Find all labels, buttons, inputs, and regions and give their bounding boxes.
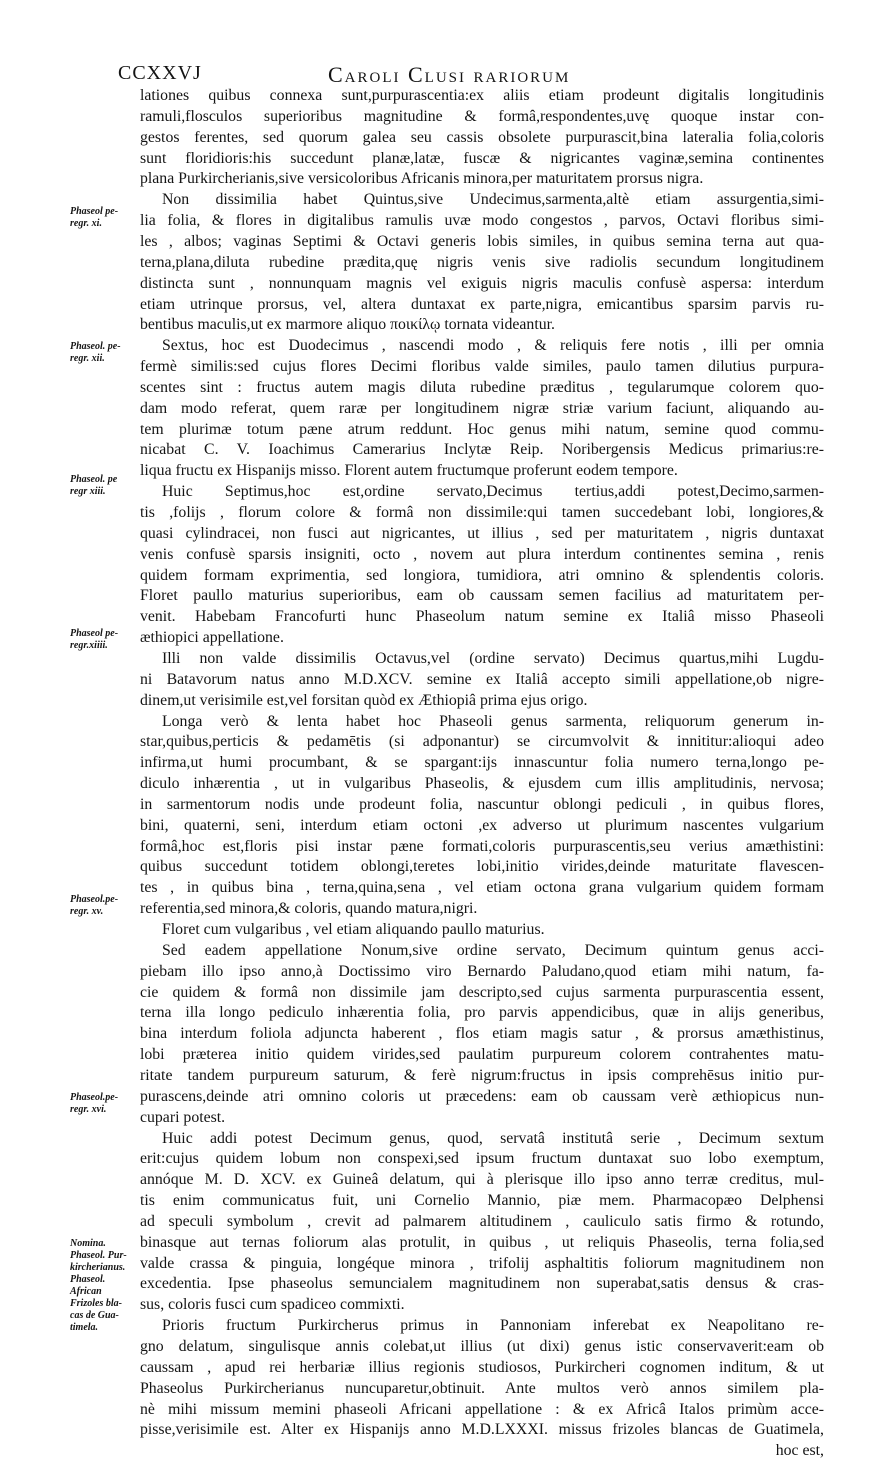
text-line: venis confusè sparsis insigniti, octo , novem aut plura interdum continentes semina , renis bbox=[140, 545, 824, 563]
text-line: erit:cujus quidem lobum non conspexi,sed ipsum fructum duntaxat suo lobo exemptum, bbox=[140, 1150, 824, 1168]
margin-note bbox=[70, 894, 146, 918]
text-line: scentes sint : fructus autem magis diluta rubedine præditus , tegularumque colorem quo- bbox=[140, 378, 824, 396]
text-line: lationes quibus connexa sunt,purpurascentia:ex aliis etiam prodeunt digitalis longitudinis bbox=[140, 87, 824, 104]
margin-note-line: regr. xii. bbox=[70, 353, 105, 364]
margin-note-line: Phaseol pe- bbox=[70, 628, 119, 639]
text-line: ritate tandem purpureum saturum, & ferè nigrum:fructus in ipsis comprehēsus initio pur- bbox=[140, 1066, 824, 1084]
text-line: ni Batavorum natus anno M.D.XCV. semine ex Italiâ accepto simili appellatione,ob nigre- bbox=[140, 670, 824, 688]
margin-note-line: Phaseol. Pur- bbox=[70, 1250, 127, 1261]
text-line: Huic addi potest Decimum genus, quod, servatâ institutâ serie , Decimum sextum bbox=[162, 1129, 824, 1147]
text-line: Floret cum vulgaribus , vel etiam aliquando paullo maturius. bbox=[162, 921, 545, 938]
margin-note-line: Phaseol.pe- bbox=[70, 894, 119, 905]
text-line: ramuli,flosculos superioribus magnitudine & formâ,respondentes,uvę quoque instar con- bbox=[140, 107, 824, 125]
text-line: terna illa longo pediculo inhærentia folia, pro parvis appendicibus, quæ in alijs generibus, bbox=[140, 1004, 824, 1022]
margin-note-line: cas de Gua- bbox=[70, 1310, 119, 1321]
text-line: bini, quaterni, seni, interdum etiam octoni ,ex adverso ut plurimum nascentes vulgarium bbox=[140, 816, 824, 834]
text-line: binasque aut ternas foliorum alas protulit, in quibus , ut reliquis Phaseolis, terna folia,sed bbox=[140, 1233, 824, 1251]
text-line: Prioris fructum Purkircherus primus in Pannoniam inferebat ex Neapolitano re- bbox=[162, 1317, 824, 1335]
margin-note bbox=[70, 341, 146, 365]
margin-note bbox=[70, 474, 146, 498]
text-line: dam modo referat, quem raræ per longitudinem nigræ striæ varium faciunt, aliquando au- bbox=[140, 399, 824, 417]
text-line: quasi cylindracei, non fusci aut nigricantes, ut illius , sed per maturitatem , nigris duntaxat bbox=[140, 524, 824, 542]
margin-note-line: timela. bbox=[70, 1322, 99, 1333]
text-line: æthiopici appellatione. bbox=[140, 629, 284, 647]
text-line: pisse,verisimile est. Alter ex Hispanijs anno M.D.LXXXI. missus frizoles blancas de Guatimela, bbox=[140, 1421, 824, 1439]
text-line: excedentia. Ipse phaseolus semuncialem magnitudinem non superabat,satis densus & cras- bbox=[140, 1275, 824, 1293]
page-folio: CCXXVJ bbox=[118, 62, 202, 84]
margin-note-line: kircherianus. bbox=[70, 1262, 126, 1273]
text-line: quibus succedunt totidem oblongi,teretes lobi,initio virides,deinde maturitate flavescen- bbox=[140, 858, 824, 876]
margin-note-line: Nomina. bbox=[70, 1238, 106, 1249]
margin-note-line: regr. xv. bbox=[70, 906, 104, 917]
margin-note-line: regr. xi. bbox=[70, 218, 102, 229]
margin-note-line: Phaseol. pe bbox=[70, 474, 118, 485]
text-line: annóque M. D. XCV. ex Guineâ delatum, qui à plerisque illo ipso anno terræ creditus, mul- bbox=[140, 1171, 824, 1189]
margin-note-line: Frizoles bla- bbox=[70, 1298, 122, 1309]
margin-note bbox=[70, 206, 146, 230]
text-line: Huic Septimus,hoc est,ordine servato,Decimus tertius,addi potest,Decimo,sarmen- bbox=[162, 483, 824, 501]
text-line: bina interdum foliola adjuncta haberent , flos etiam magis satur , & prorsus amæthistinus, bbox=[140, 1025, 824, 1043]
text-line: Floret paullo maturius superioribus, eam ob caussam semen facilius ad maturitatem per- bbox=[140, 587, 824, 605]
text-line: tis ,folijs , florum colore & formâ non dissimile:qui tamen succedebant lobi, longiores,& bbox=[140, 504, 824, 521]
text-line: tem plurimæ totum pæne atrum reddunt. Hoc genus mihi natum, semine quod commu- bbox=[140, 420, 824, 438]
margin-note-line: regr xiii. bbox=[70, 486, 106, 497]
text-line: tes , in quibus bina , terna,quina,sena , vel etiam octona grana vulgarium quidem formam bbox=[140, 879, 824, 897]
text-line: Phaseolus Purkircherianus nuncuparetur,obtinuit. Ante multos verò annos similem pla- bbox=[140, 1379, 824, 1397]
text-line: bentibus maculis,ut ex marmore aliquo ποικίλῳ tornata videantur. bbox=[140, 316, 555, 334]
text-line: gestos ferentes, sed quorum galea seu cassis obsolete purpurascit,bina lateralia folia,coloris bbox=[140, 128, 824, 146]
text-line: hoc est, bbox=[775, 1442, 824, 1460]
margin-note-line: regr. xvi. bbox=[70, 1104, 107, 1115]
text-line: diculo inhærentia , ut in vulgaribus Phaseolis, & ejusdem cum illis amplitudinis, nervosa; bbox=[140, 775, 824, 793]
text-line: star,quibus,perticis & pedamētis (si adponantur) se circumvolvit & innititur:alioqui adeo bbox=[140, 733, 824, 751]
text-line: quidem formam exprimentia, sed longiora, tumidiora, atri omnino & splendentis coloris. bbox=[140, 566, 824, 584]
margin-note-line: Phaseol. bbox=[70, 1274, 106, 1285]
text-line: plana Purkircherianis,sive versicoloribus Africanis minora,per maturitatem prorsus nigra. bbox=[140, 170, 704, 188]
margin-note-line: African bbox=[70, 1286, 102, 1297]
text-line: fermè similis:sed cujus flores Decimi floribus valde similes, paulo tamen dilutius purpura- bbox=[140, 358, 824, 376]
text-line: Sed eadem appellatione Nonum,sive ordine servato, Decimum quintum genus acci- bbox=[162, 941, 824, 959]
text-line: in sarmentorum nodis unde prodeunt folia, nascuntur oblongi pediculi , in quibus flores, bbox=[140, 795, 824, 813]
text-line: formâ,hoc est,floris pisi instar pæne formati,coloris purpurascentis,seu verius amæthistini: bbox=[140, 837, 824, 855]
margin-note bbox=[70, 628, 146, 652]
text-line: lia folia, & flores in digitalibus ramulis uvæ modo congestos , parvos, Octavi floribus simi- bbox=[140, 212, 824, 230]
text-line: Non dissimilia habet Quintus,sive Undecimus,sarmenta,altè etiam assurgentia,simi- bbox=[162, 191, 824, 209]
text-line: Illi non valde dissimilis Octavus,vel (ordine servato) Decimus quartus,mihi Lugdu- bbox=[162, 649, 824, 667]
text-line: terna,plana,diluta rubedine prædita,quę nigris venis sive radiolis secundum longitudinem bbox=[140, 253, 824, 271]
text-line: distincta sunt , nonnunquam magnis vel exiguis nigris maculis confusè aspersa: interdum bbox=[140, 274, 824, 292]
text-line: dinem,ut verisimile est,vel forsitan quòd ex Æthiopiâ prima ejus origo. bbox=[140, 691, 588, 709]
text-line: gno delatum, singulisque annis colebat,ut illius (ut dixi) genus istic conservaverit:eam ob bbox=[140, 1338, 824, 1355]
text-line: lobi præterea initio quidem virides,sed paulatim purpureum colorem contrahentes matu- bbox=[140, 1046, 824, 1064]
margin-note-line: Phaseol pe- bbox=[70, 206, 119, 217]
text-line: infirma,ut humi procumbant, & se spargant:ijs innascuntur folia numero terna,longo pe- bbox=[140, 754, 824, 772]
text-line: nè mihi missum memini phaseoli Africani appellatione : & ex Africâ Italos primùm acce- bbox=[140, 1400, 824, 1418]
text-line: cupari potest. bbox=[140, 1108, 226, 1126]
margin-note bbox=[70, 1092, 146, 1116]
text-line: liqua fructu ex Hispanijs misso. Florent autem fructumque proferunt eodem tempore. bbox=[140, 462, 678, 480]
margin-note-line: regr.xiiii. bbox=[70, 640, 108, 651]
text-line: les , albos; vaginas Septimi & Octavi generis lobis similes, in quibus semina terna aut qua- bbox=[140, 232, 824, 250]
text-line: venit. Habebam Francofurti hunc Phaseolum natum semine ex Italiâ misso Phaseoli bbox=[140, 608, 824, 626]
text-line: purascens,deinde atri omnino coloris ut præcedens: eam ob caussam verè æthiopicus nun- bbox=[140, 1087, 824, 1105]
margin-note-line: Phaseol.pe- bbox=[70, 1092, 119, 1103]
running-title: Caroli Clusi rariorum bbox=[328, 62, 571, 87]
text-line: ad speculi symbolum , crevit ad palmarem altitudinem , cauliculo satis firmo & rotundo, bbox=[140, 1212, 824, 1230]
text-line: valde crassa & pinguia, longéque minora , trifolij asphaltitis foliorum magnitudinem non bbox=[140, 1254, 824, 1272]
text-line: tis enim communicatus fuit, uni Cornelio Mannio, piæ mem. Pharmacopæo Delphensi bbox=[140, 1192, 824, 1210]
text-line: etiam utrinque prorsus, vel, altera duntaxat ex parte,nigra, emicantibus sparsim parvis ru- bbox=[140, 295, 824, 313]
text-line: sunt floridioris:his succedunt planæ,latæ, fuscæ & nigricantes vaginæ,semina continentes bbox=[140, 149, 824, 167]
margin-note bbox=[70, 1238, 146, 1334]
text-line: caussam , apud rei herbariæ illius regionis studiosos, Purkircheri cognomen inditum, & ut bbox=[140, 1358, 824, 1376]
text-line: piebam illo ipso anno,à Doctissimo viro Bernardo Paludano,quod etiam mihi natum, fa- bbox=[140, 962, 824, 980]
text-line: referentia,sed minora,& coloris, quando matura,nigri. bbox=[140, 900, 478, 918]
text-line: Longa verò & lenta habet hoc Phaseoli genus sarmenta, reliquorum generum in- bbox=[162, 712, 824, 730]
text-line: sus, coloris fusci cum spadiceo commixti. bbox=[140, 1296, 405, 1314]
text-line: cie quidem & formâ non dissimile jam descripto,sed cujus sarmenta purpurascentia essent, bbox=[140, 983, 824, 1001]
margin-note-line: Phaseol. pe- bbox=[70, 341, 121, 352]
text-line: nicabat C. V. Ioachimus Camerarius Inclytæ Reip. Noribergensis Medicus primarius:re- bbox=[140, 441, 824, 459]
text-line: Sextus, hoc est Duodecimus , nascendi modo , & reliquis fere notis , illi per omnia bbox=[162, 337, 824, 355]
